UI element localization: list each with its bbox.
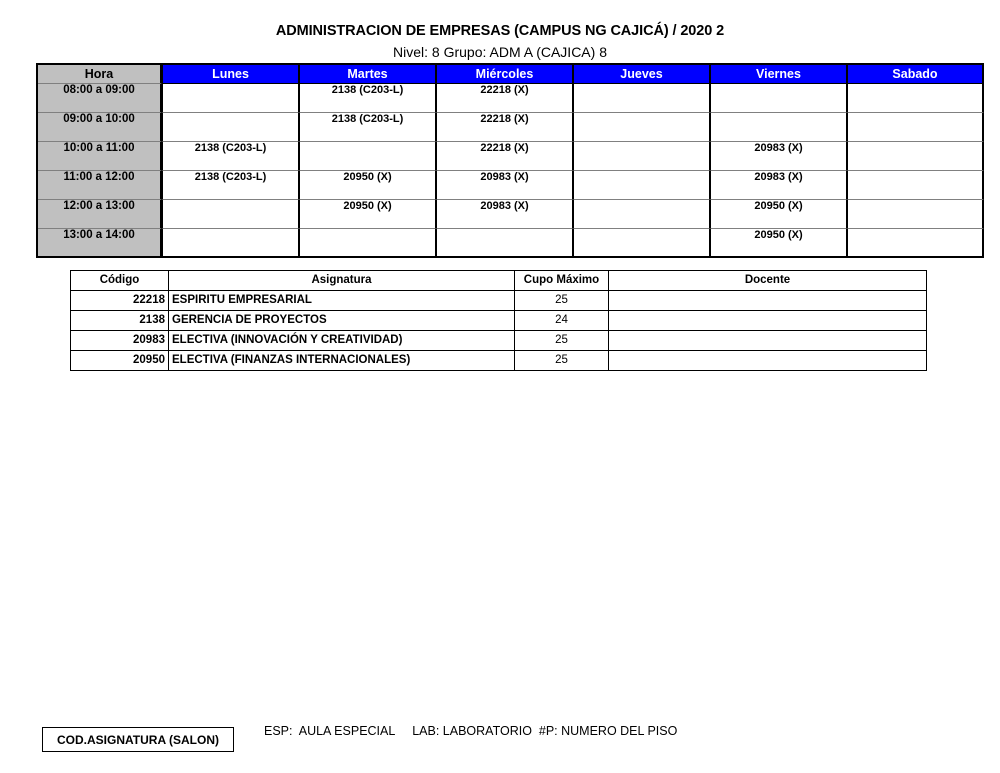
table-row [71, 291, 927, 311]
schedule-cell-martes [299, 229, 436, 258]
schedule-cell-jueves [573, 84, 710, 113]
page-header [0, 22, 1000, 61]
schedule-cell-martes: 20950 (X) [299, 200, 436, 229]
schedule-cell-miercoles: 20983 (X) [436, 200, 573, 229]
schedule-cell-martes [299, 142, 436, 171]
schedule-cell-lunes [162, 84, 299, 113]
schedule-cell-jueves [573, 142, 710, 171]
schedule-row [38, 84, 984, 113]
schedule-cell-miercoles: 22218 (X) [436, 142, 573, 171]
time-label: 10:00 a 11:00 [38, 142, 162, 171]
schedule-cell-miercoles: 22218 (X) [436, 113, 573, 142]
schedule-row [38, 229, 984, 258]
schedule-cell-miercoles: 20983 (X) [436, 171, 573, 200]
courses-legend-table [70, 270, 927, 371]
course-cupo: 25 [515, 291, 609, 311]
schedule-cell-sabado [847, 142, 984, 171]
schedule-cell-viernes [710, 113, 847, 142]
schedule-cell-jueves [573, 171, 710, 200]
column-header-codigo: Código [71, 271, 169, 291]
schedule-cell-lunes [162, 229, 299, 258]
course-docente [609, 331, 927, 351]
page-title: ADMINISTRACION DE EMPRESAS (CAMPUS NG CAJICÁ) / 2020 2 [275, 23, 725, 39]
column-header-sabado: Sabado [847, 65, 984, 84]
schedule-row [38, 171, 984, 200]
schedule-cell-viernes: 20950 (X) [710, 200, 847, 229]
course-codigo: 20950 [71, 351, 169, 371]
schedule-cell-sabado [847, 113, 984, 142]
table-row [71, 331, 927, 351]
course-docente [609, 311, 927, 331]
time-label: 13:00 a 14:00 [38, 229, 162, 258]
column-header-hora: Hora [38, 65, 162, 84]
column-header-martes: Martes [299, 65, 436, 84]
schedule-cell-lunes: 2138 (C203-L) [162, 142, 299, 171]
schedule-row [38, 113, 984, 142]
course-cupo: 25 [515, 351, 609, 371]
schedule-row [38, 142, 984, 171]
column-header-viernes: Viernes [710, 65, 847, 84]
course-asignatura: GERENCIA DE PROYECTOS [169, 311, 515, 331]
schedule-cell-viernes: 20983 (X) [710, 171, 847, 200]
course-asignatura: ELECTIVA (FINANZAS INTERNACIONALES) [169, 351, 515, 371]
course-asignatura: ELECTIVA (INNOVACIÓN Y CREATIVIDAD) [169, 331, 515, 351]
course-codigo: 20983 [71, 331, 169, 351]
course-asignatura: ESPIRITU EMPRESARIAL [169, 291, 515, 311]
column-header-miercoles: Miércoles [436, 65, 573, 84]
schedule-cell-lunes [162, 200, 299, 229]
time-label: 11:00 a 12:00 [38, 171, 162, 200]
schedule-grid [36, 63, 984, 258]
schedule-cell-martes: 2138 (C203-L) [299, 84, 436, 113]
courses-table [70, 270, 927, 371]
course-cupo: 24 [515, 311, 609, 331]
course-codigo: 22218 [71, 291, 169, 311]
schedule-cell-sabado [847, 229, 984, 258]
column-header-docente: Docente [609, 271, 927, 291]
schedule-cell-martes: 2138 (C203-L) [299, 113, 436, 142]
table-row [71, 351, 927, 371]
schedule-header-row [38, 65, 984, 84]
course-docente [609, 291, 927, 311]
schedule-cell-viernes: 20983 (X) [710, 142, 847, 171]
page-subtitle: Nivel: 8 Grupo: ADM A (CAJICA) 8 [393, 44, 607, 60]
time-label: 09:00 a 10:00 [38, 113, 162, 142]
schedule-cell-miercoles [436, 229, 573, 258]
column-header-lunes: Lunes [162, 65, 299, 84]
schedule-cell-viernes: 20950 (X) [710, 229, 847, 258]
schedule-cell-sabado [847, 84, 984, 113]
column-header-asignatura: Asignatura [169, 271, 515, 291]
time-label: 12:00 a 13:00 [38, 200, 162, 229]
schedule-cell-martes: 20950 (X) [299, 171, 436, 200]
schedule-cell-sabado [847, 200, 984, 229]
schedule-row [38, 200, 984, 229]
time-label: 08:00 a 09:00 [38, 84, 162, 113]
table-row [71, 311, 927, 331]
schedule-cell-jueves [573, 229, 710, 258]
legend-code-box: COD.ASIGNATURA (SALON) [42, 727, 234, 752]
schedule-cell-lunes: 2138 (C203-L) [162, 171, 299, 200]
schedule-cell-jueves [573, 200, 710, 229]
schedule-table [36, 63, 984, 258]
schedule-cell-jueves [573, 113, 710, 142]
schedule-cell-miercoles: 22218 (X) [436, 84, 573, 113]
schedule-cell-sabado [847, 171, 984, 200]
courses-header-row [71, 271, 927, 291]
course-docente [609, 351, 927, 371]
legend-abbreviations: ESP: AULA ESPECIAL LAB: LABORATORIO #P: NUMERO DEL PISO [264, 724, 678, 738]
schedule-cell-viernes [710, 84, 847, 113]
course-codigo: 2138 [71, 311, 169, 331]
column-header-cupo-maximo: Cupo Máximo [515, 271, 609, 291]
course-cupo: 25 [515, 331, 609, 351]
column-header-jueves: Jueves [573, 65, 710, 84]
schedule-cell-lunes [162, 113, 299, 142]
